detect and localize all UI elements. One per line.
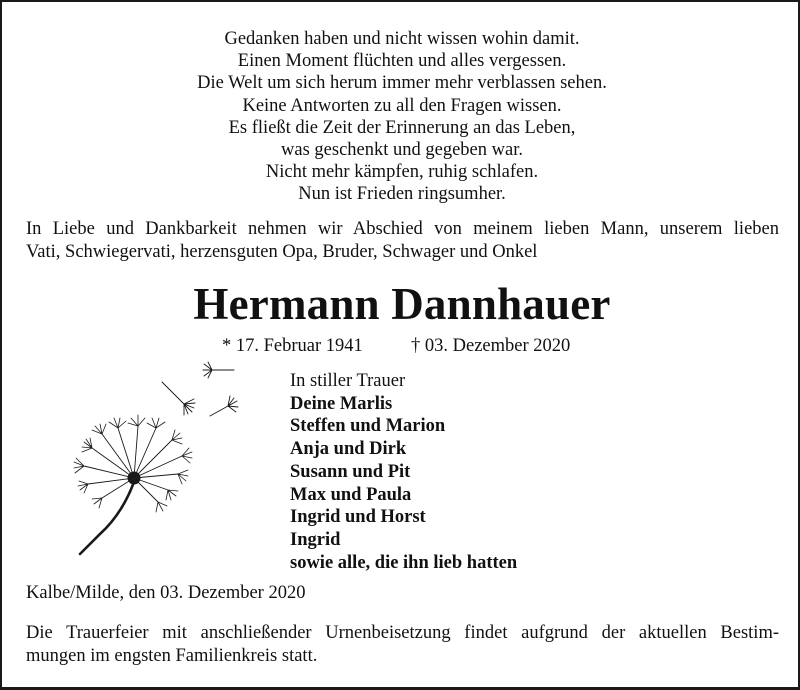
poem-line: Es fließt die Zeit der Erinnerung an das Leben, — [228, 117, 576, 138]
mourner-list — [290, 393, 517, 575]
poem-line: Die Welt um sich herum immer mehr verblassen sehen. — [197, 73, 607, 94]
poem-line: was geschenkt und gegeben war. — [281, 140, 523, 161]
place-date: Kalbe/Milde, den 03. Dezember 2020 — [26, 583, 306, 603]
birth-date: * 17. Februar 1941 — [222, 336, 363, 356]
funeral-notice — [26, 622, 779, 668]
farewell-line: Vati, Schwiegervati, herzensguten Opa, Bruder, Schwager und Onkel — [26, 242, 538, 262]
farewell-line: In Liebe und Dankbarkeit nehmen wir Abschied von meinem lieben Mann, unserem lieben — [26, 219, 779, 239]
funeral-notice-line: Die Trauerfeier mit anschließender Urnenbeisetzung findet aufgrund der aktuellen Bestim- — [26, 623, 779, 643]
poem — [2, 28, 800, 206]
funeral-notice-line: mungen im engsten Familienkreis statt. — [26, 646, 318, 666]
mourning-heading: In stiller Trauer — [290, 371, 406, 391]
mourners-block — [290, 370, 517, 574]
poem-line: Einen Moment flüchten und alles vergessen. — [237, 51, 567, 72]
mourner-name: Max und Paula — [290, 484, 412, 505]
mourner-name: Deine Marlis — [290, 393, 393, 414]
deceased-name: Hermann Dannhauer — [193, 279, 611, 329]
mourner-name: Ingrid — [290, 529, 341, 550]
poem-line: Nun ist Frieden ringsumher. — [298, 184, 506, 205]
death-date: † 03. Dezember 2020 — [411, 336, 571, 356]
mourner-name: sowie alle, die ihn lieb hatten — [290, 552, 518, 573]
mourner-name: Steffen und Marion — [290, 416, 446, 437]
poem-line: Gedanken haben und nicht wissen wohin damit. — [224, 29, 580, 49]
farewell-text — [26, 218, 779, 264]
mourner-name: Susann und Pit — [290, 461, 411, 482]
mourner-name: Ingrid und Horst — [290, 507, 426, 528]
poem-line: Keine Antworten zu all den Fragen wissen. — [242, 95, 562, 116]
mourner-name: Anja und Dirk — [290, 439, 407, 460]
dandelion-icon — [62, 354, 262, 564]
poem-line: Nicht mehr kämpfen, ruhig schlafen. — [265, 162, 539, 183]
